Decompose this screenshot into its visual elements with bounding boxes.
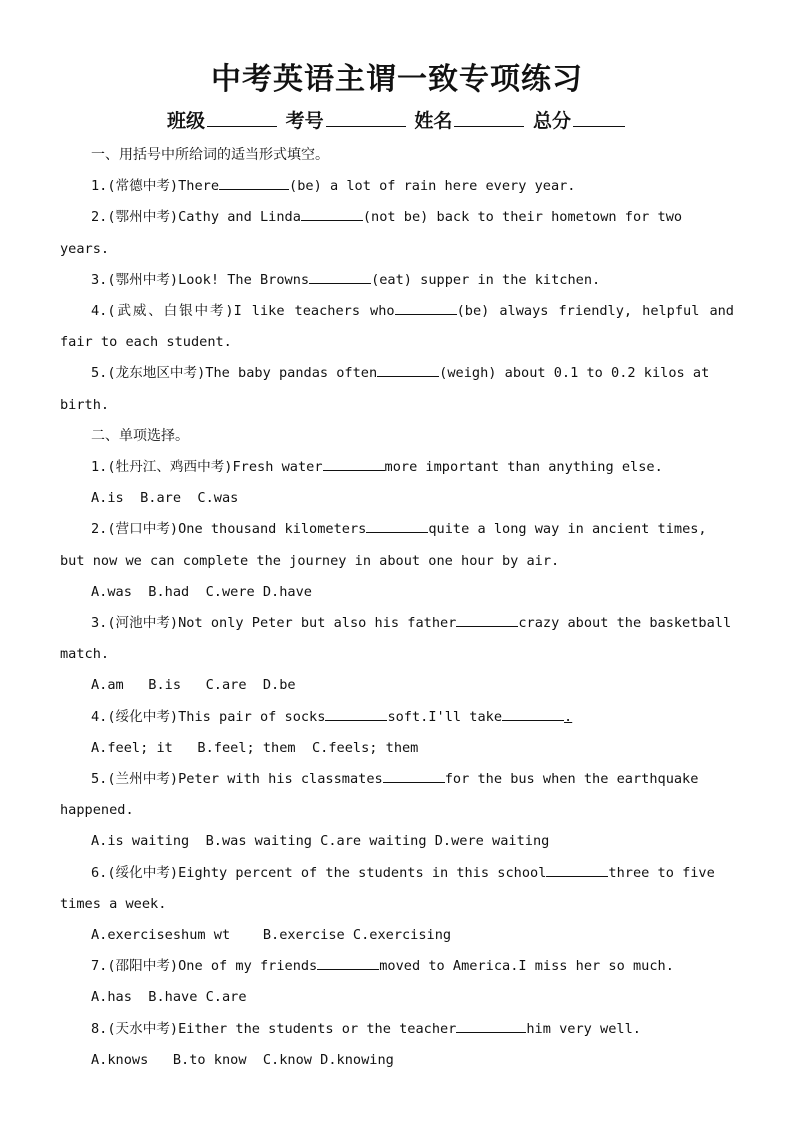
- section-1-heading: 一、用括号中所给词的适当形式填空。: [91, 147, 329, 163]
- s2-q3-options: A.am B.is C.are D.be: [91, 677, 296, 694]
- score-label: 总分: [532, 110, 571, 132]
- class-blank[interactable]: [207, 108, 277, 127]
- s2-q3-text: 3.(河池中考)Not only Peter but also his father: [91, 615, 457, 632]
- name-label: 姓名: [414, 110, 453, 132]
- s2-q7-text: 7.(邵阳中考)One of my friends: [91, 958, 318, 975]
- s2-q6-text: 6.(绥化中考)Eighty percent of the students in this school: [91, 864, 547, 881]
- s1-question-5: [60, 358, 734, 420]
- s2-q4-options: A.feel; it B.feel; them C.feels; them: [91, 739, 419, 756]
- answer-blank[interactable]: [546, 862, 608, 877]
- s2-question-8: [60, 1014, 734, 1045]
- s2-question-1: [60, 452, 734, 483]
- s2-q2-text: 2.(营口中考)One thousand kilometers: [91, 521, 367, 538]
- s1-q4-text-end: (be) always friendly, helpful and fair to each student.: [60, 303, 734, 351]
- exam-no-label: 考号: [285, 110, 324, 132]
- s2-q2-options: A.was B.had C.were D.have: [91, 583, 312, 600]
- s2-q1-text: 1.(牡丹江、鸡西中考)Fresh water: [91, 459, 323, 476]
- answer-blank[interactable]: [395, 300, 457, 315]
- s2-q1-text-end: more important than anything else.: [384, 459, 663, 476]
- s2-q5-options: A.is waiting B.was waiting C.are waiting D.were waiting: [91, 833, 550, 850]
- s2-question-5: [60, 764, 734, 826]
- answer-blank[interactable]: [502, 706, 564, 721]
- answer-blank[interactable]: [325, 706, 387, 721]
- answer-blank[interactable]: [456, 612, 518, 627]
- s1-q2-text-end: (not be) back to their hometown for two years.: [60, 209, 683, 257]
- answer-blank[interactable]: [377, 362, 439, 377]
- s1-q2-text: 2.(鄂州中考)Cathy and Linda: [91, 209, 301, 226]
- answer-blank[interactable]: [309, 269, 371, 284]
- s2-question-2: [60, 514, 734, 576]
- s1-q3-text: 3.(鄂州中考)Look! The Browns: [91, 271, 310, 288]
- exam-no-blank[interactable]: [326, 108, 406, 127]
- s2-q1-options: A.is B.are C.was: [91, 490, 239, 507]
- s2-question-6: [60, 858, 734, 920]
- s2-q4-text-end: .: [564, 708, 573, 725]
- s2-q4-text: 4.(绥化中考)This pair of socks: [91, 708, 326, 725]
- s2-q4-text-mid: soft.I'll take: [387, 708, 503, 725]
- answer-blank[interactable]: [366, 518, 428, 533]
- s2-q8-text-end: him very well.: [526, 1020, 641, 1037]
- s1-question-4: [60, 296, 734, 358]
- s2-question-7: [60, 951, 734, 982]
- s1-q3-text-end: (eat) supper in the kitchen.: [371, 271, 601, 288]
- s1-question-2: [60, 202, 734, 264]
- class-label: 班级: [167, 110, 206, 132]
- s1-q1-text: 1.(常德中考)There: [91, 178, 220, 195]
- section-2-heading: 二、单项选择。: [91, 427, 189, 444]
- s2-q3-text-end: crazy about the basketball match.: [60, 615, 732, 663]
- s2-q7-text-end: moved to America.I miss her so much.: [379, 958, 674, 975]
- answer-blank[interactable]: [301, 206, 363, 221]
- s2-q8-options: A.knows B.to know C.know D.knowing: [91, 1051, 394, 1068]
- s2-q6-text-end: three to five times a week.: [60, 864, 715, 912]
- s1-q5-text-end: (weigh) about 0.1 to 0.2 kilos at birth.: [60, 365, 710, 413]
- answer-blank[interactable]: [323, 456, 385, 471]
- answer-blank[interactable]: [219, 175, 289, 190]
- s1-q5-text: 5.(龙东地区中考)The baby pandas often: [91, 365, 378, 382]
- s2-q5-text-end: for the bus when the earthquake happened.: [60, 771, 699, 819]
- s2-q5-text: 5.(兰州中考)Peter with his classmates: [91, 771, 383, 788]
- student-info-line: [60, 106, 734, 136]
- s2-q8-text: 8.(天水中考)Either the students or the teacher: [91, 1020, 457, 1037]
- s2-q2-text-end: quite a long way in ancient times, but now we can complete the journey in about one hour by air.: [60, 521, 707, 569]
- answer-blank[interactable]: [456, 1018, 526, 1033]
- s2-q6-options: A.exerciseshum wt B.exercise C.exercising: [91, 927, 452, 944]
- s2-question-4: [60, 702, 734, 733]
- answer-blank[interactable]: [317, 955, 379, 970]
- s1-q1-text-end: (be) a lot of rain here every year.: [289, 178, 576, 195]
- score-blank[interactable]: [573, 108, 625, 127]
- s1-question-1: [60, 171, 734, 202]
- s1-question-3: [60, 265, 734, 296]
- s2-q7-options: A.has B.have C.are: [91, 989, 247, 1006]
- name-blank[interactable]: [454, 108, 524, 127]
- answer-blank[interactable]: [383, 768, 445, 783]
- s2-question-3: [60, 608, 734, 670]
- page-title: 中考英语主谓一致专项练习: [211, 62, 583, 97]
- s1-q4-text: 4.(武威、白银中考)I like teachers who: [91, 303, 395, 320]
